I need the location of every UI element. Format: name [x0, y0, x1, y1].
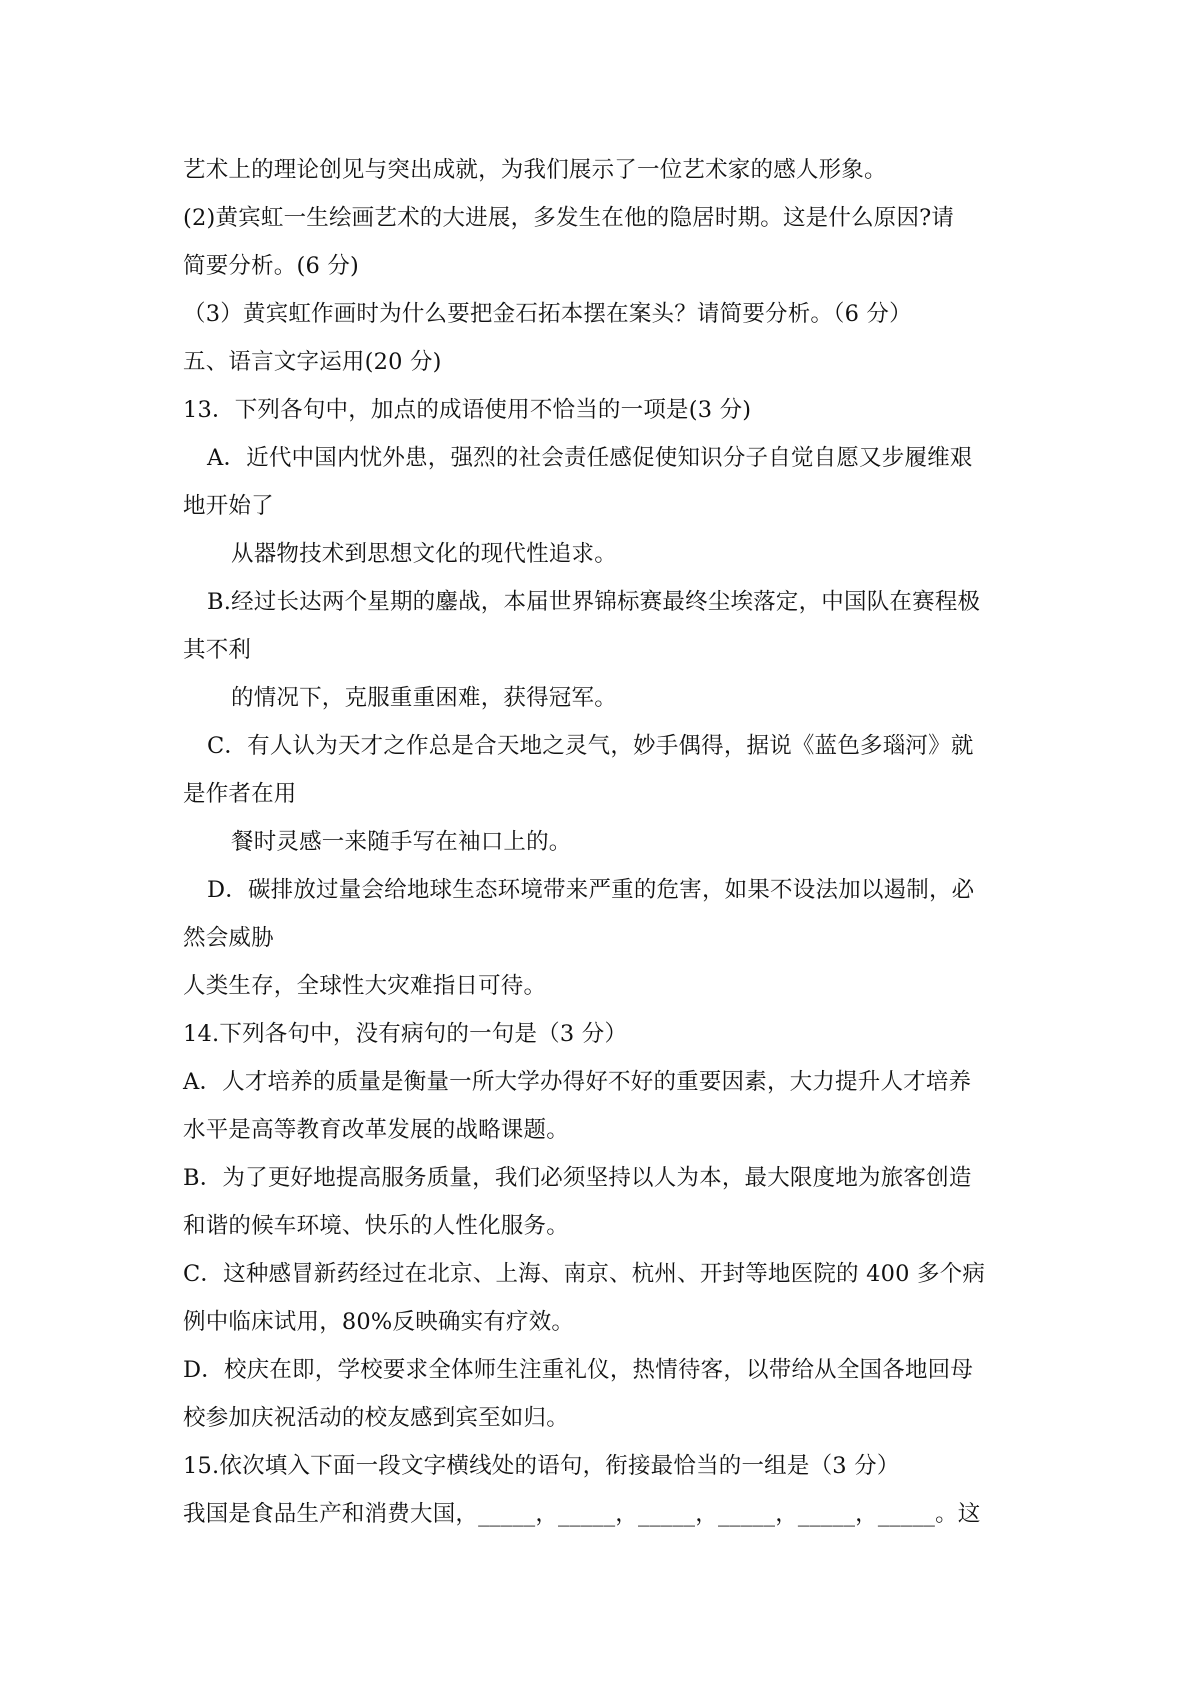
option-d: D．碳排放过量会给地球生态环境带来严重的危害，如果不设法加以遏制，必	[207, 877, 975, 903]
option-a: A．人才培养的质量是衡量一所大学办得好不好的重要因素，大力提升人才培养	[183, 1069, 972, 1095]
text-line: 然会威胁	[183, 925, 274, 951]
text-line: 校参加庆祝活动的校友感到宾至如归。	[183, 1405, 569, 1431]
option-d: D．校庆在即，学校要求全体师生注重礼仪，热情待客，以带给从全国各地回母	[183, 1357, 974, 1383]
option-b: B．为了更好地提高服务质量，我们必须坚持以人为本，最大限度地为旅客创造	[183, 1165, 972, 1191]
text-line: 例中临床试用，80%反映确实有疗效。	[183, 1309, 575, 1335]
option-c: C．这种感冒新药经过在北京、上海、南京、杭州、开封等地医院的 400 多个病	[183, 1261, 986, 1287]
text-line: 从器物技术到思想文化的现代性追求。	[231, 541, 617, 567]
section-heading: 五、语言文字运用(20 分)	[183, 349, 442, 375]
text-line: 艺术上的理论创见与突出成就，为我们展示了一位艺术家的感人形象。	[183, 157, 887, 183]
option-b: B.经过长达两个星期的鏖战，本届世界锦标赛最终尘埃落定，中国队在赛程极	[207, 589, 981, 615]
text-line: （3）黄宾虹作画时为什么要把金石拓本摆在案头？请简要分析。（6 分）	[183, 301, 912, 327]
text-line: 地开始了	[183, 493, 274, 519]
text-line: 是作者在用	[183, 781, 297, 807]
text-line: 和谐的候车环境、快乐的人性化服务。	[183, 1213, 569, 1239]
text-line: 简要分析。(6 分)	[183, 253, 360, 279]
option-c: C．有人认为天才之作总是合天地之灵气，妙手偶得，据说《蓝色多瑙河》就	[207, 733, 974, 759]
text-line: 水平是高等教育改革发展的战略课题。	[183, 1117, 569, 1143]
text-line: 餐时灵感一来随手写在袖口上的。	[231, 829, 572, 855]
question-14-stem: 14.下列各句中，没有病句的一句是（3 分）	[183, 1021, 628, 1047]
text-line: 的情况下，克服重重困难，获得冠军。	[231, 685, 617, 711]
text-line: (2)黄宾虹一生绘画艺术的大进展，多发生在他的隐居时期。这是什么原因?请	[183, 205, 955, 231]
question-13-stem: 13．下列各句中，加点的成语使用不恰当的一项是(3 分)	[183, 397, 752, 423]
text-line: 我国是食品生产和消费大国，_____，_____，_____，_____，_____，_____。这	[183, 1501, 981, 1527]
question-15-stem: 15.依次填入下面一段文字横线处的语句，衔接最恰当的一组是（3 分）	[183, 1453, 900, 1479]
text-line: 人类生存，全球性大灾难指日可待。	[183, 973, 547, 999]
option-a: A．近代中国内忧外患，强烈的社会责任感促使知识分子自觉自愿又步履维艰	[207, 445, 973, 471]
text-line: 其不利	[183, 637, 252, 663]
